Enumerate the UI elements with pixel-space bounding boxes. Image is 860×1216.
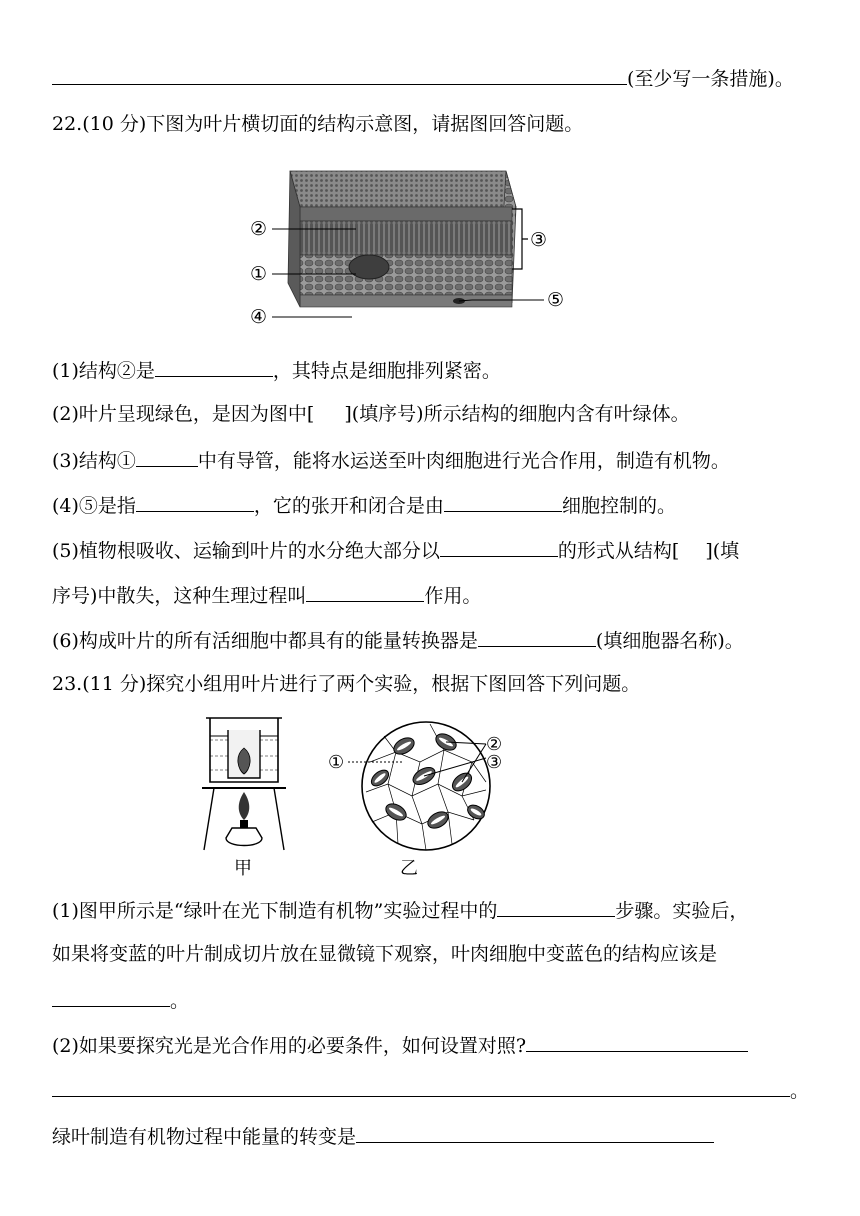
answer-blank[interactable] (356, 1122, 714, 1143)
q22-s6: (6)构成叶片的所有活细胞中都具有的能量转换器是 (填细胞器名称)。 (52, 626, 744, 654)
q22-s5: (5)植物根吸收、运输到叶片的水分绝大部分以 的形式从结构[ ](填 (52, 536, 739, 564)
q22-s1: (1)结构②是 ，其特点是细胞排列紧密。 (52, 356, 501, 384)
yi-label-2: ② (486, 734, 502, 755)
prev-suffix: (至少写一条措施)。 (627, 68, 794, 90)
answer-blank[interactable] (478, 626, 596, 647)
leaf-cross-section-figure (244, 163, 574, 333)
label-5: ⑤ (547, 289, 565, 311)
q22-s3: (3)结构① 中有导管，能将水运送至叶肉细胞进行光合作用，制造有机物。 (52, 446, 730, 474)
answer-blank[interactable] (497, 896, 615, 917)
label-3: ③ (530, 229, 548, 251)
answer-blank[interactable] (136, 491, 254, 512)
alcohol-lamp (226, 828, 262, 846)
leaf-vein (349, 255, 389, 279)
answer-blank[interactable] (444, 491, 562, 512)
q22-s2: (2)叶片呈现绿色，是因为图中[ ](填序号)所示结构的细胞内含有叶绿体。 (52, 403, 690, 425)
q23-s2-cont: 。 (52, 1076, 809, 1104)
upper-epidermis (300, 207, 512, 221)
upper-epidermis-top (290, 171, 516, 207)
answer-blank[interactable] (52, 1076, 790, 1097)
label-4: ④ (250, 306, 268, 328)
answer-blank[interactable] (52, 64, 627, 85)
yi-label-1: ① (328, 752, 345, 773)
q23-s1-cont: 如果将变蓝的叶片制成切片放在显微镜下观察，叶肉细胞中变蓝色的结构应该是 (52, 943, 718, 965)
q22-s5-cont: 序号)中散失，这种生理过程叫 作用。 (52, 581, 481, 609)
yi-label-3: ③ (486, 752, 502, 773)
figure-jia-label: 甲 (234, 858, 252, 879)
label-2: ② (250, 218, 268, 240)
answer-blank[interactable] (136, 446, 198, 467)
figure-jia-water-bath (198, 712, 290, 882)
q22-s4: (4)⑤是指 ，它的张开和闭合是由 细胞控制的。 (52, 491, 676, 519)
tripod-leg (204, 788, 214, 850)
q23-header: 23.(11 分)探究小组用叶片进行了两个实验，根据下图回答下列问题。 (52, 673, 641, 695)
answer-blank[interactable] (52, 986, 170, 1007)
q22-header: 22.(10 分)下图为叶片横切面的结构示意图，请据图回答问题。 (52, 113, 584, 135)
prev-answer-line (52, 64, 794, 92)
answer-blank[interactable] (155, 356, 273, 377)
tripod-leg (274, 788, 284, 850)
q23-s2-energy: 绿叶制造有机物过程中能量的转变是 (52, 1122, 714, 1150)
answer-blank[interactable] (440, 536, 558, 557)
q23-s2: (2)如果要探究光是光合作用的必要条件，如何设置对照? (52, 1031, 748, 1059)
figure-yi-label: 乙 (400, 858, 418, 879)
answer-blank[interactable] (526, 1031, 748, 1052)
lower-epidermis (300, 295, 512, 307)
answer-blank[interactable] (306, 581, 424, 602)
burner-wick (240, 820, 248, 828)
q23-s1-end: 。 (52, 986, 189, 1014)
figure-yi-epidermis (326, 712, 502, 882)
spongy-tissue (300, 255, 512, 295)
q23-s1: (1)图甲所示是“绿叶在光下制造有机物”实验过程中的 步骤。实验后， (52, 896, 748, 924)
label-1: ① (250, 263, 268, 285)
palisade-tissue (300, 221, 512, 255)
microscope-field (362, 722, 490, 850)
flame-icon (239, 792, 250, 820)
